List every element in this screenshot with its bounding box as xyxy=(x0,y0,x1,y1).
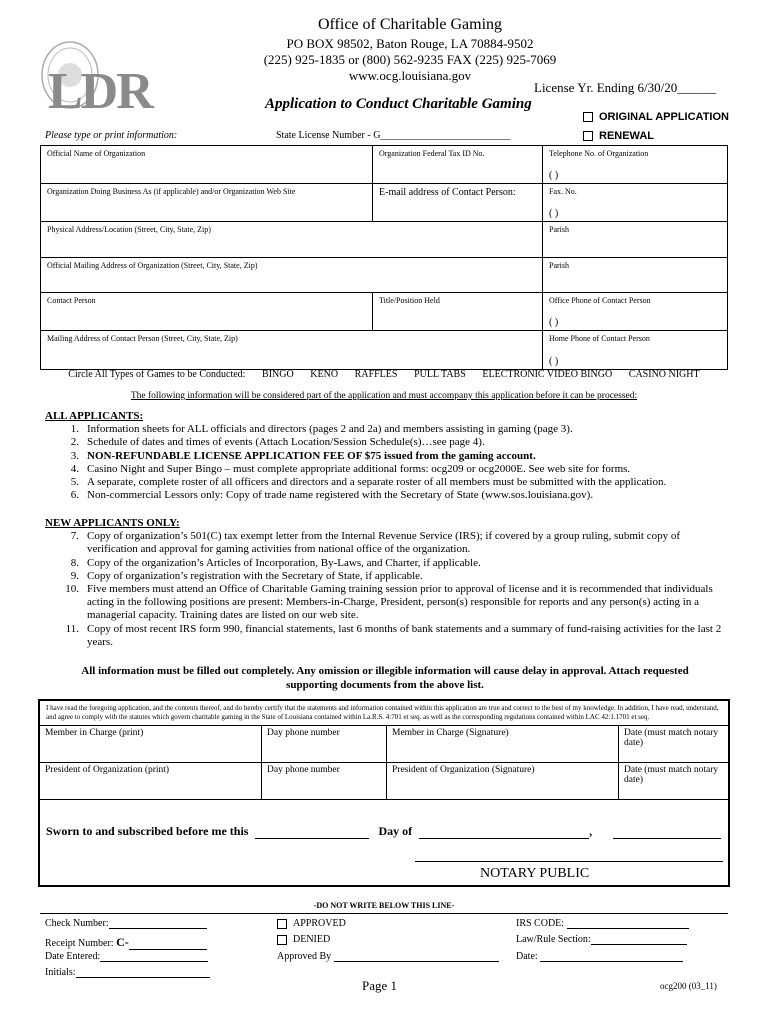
date-field-2[interactable] xyxy=(619,763,728,799)
list-item xyxy=(45,570,725,583)
field-label: Organization Doing Business As (if applicable) and/or Organization Web Site xyxy=(47,187,296,196)
game-keno[interactable]: KENO xyxy=(310,369,339,380)
title-position-field[interactable] xyxy=(373,293,543,330)
new-applicants-section xyxy=(45,517,725,649)
all-info-notice: All information must be filled out completely. Any omission or illegible information will cause delay in approval. Attach requested supporting documents from the above list. xyxy=(81,665,689,691)
item-number: 8. xyxy=(70,556,79,569)
field-label: President of Organization (print) xyxy=(45,765,170,775)
please-type-note: Please type or print information: xyxy=(45,130,178,141)
license-year: License Yr. Ending 6/30/20______ xyxy=(534,80,717,95)
field-label: DENIED xyxy=(293,934,331,945)
mic-print-field[interactable] xyxy=(40,726,262,762)
list-item xyxy=(45,489,725,502)
item-text: A separate, complete roster of all officers and directors and a separate roster of all members must be submitted with the application. xyxy=(87,476,667,489)
field-label: Day phone number xyxy=(267,765,340,775)
field-label: Home Phone of Contact Person xyxy=(549,334,650,343)
office-address: PO BOX 98502, Baton Rouge, LA 70884-9502 xyxy=(286,36,534,51)
irs-code-field[interactable] xyxy=(516,918,689,929)
day-of-blank[interactable] xyxy=(419,838,589,839)
field-label: Telephone No. of Organization xyxy=(549,149,649,158)
item-number: 3. xyxy=(70,449,79,462)
game-electronic-video-bingo[interactable]: ELECTRONIC VIDEO BINGO xyxy=(482,369,613,380)
item-number: 6. xyxy=(70,489,79,502)
field-label: Date Entered: xyxy=(45,951,101,962)
fax-field[interactable] xyxy=(543,184,727,221)
games-label: Circle All Types of Games to be Conducted: xyxy=(68,369,246,380)
field-label: Date: xyxy=(516,951,538,962)
day-phone-field-1[interactable] xyxy=(262,726,387,762)
year-blank[interactable] xyxy=(613,838,721,839)
approved-option[interactable] xyxy=(277,918,346,929)
game-pull-tabs[interactable]: PULL TABS xyxy=(414,369,466,380)
item-text: Schedule of dates and times of events (Attach Location/Session Schedule(s)…see page 4). xyxy=(87,436,485,449)
form-title: Application to Conduct Charitable Gaming xyxy=(265,96,532,112)
all-applicants-section xyxy=(45,410,725,502)
field-label: E-mail address of Contact Person: xyxy=(379,187,516,198)
home-phone-paren: ( ) xyxy=(549,356,559,367)
org-name-field[interactable] xyxy=(41,146,373,183)
item-number: 9. xyxy=(70,569,79,582)
original-checkbox[interactable] xyxy=(583,112,593,122)
state-license-field[interactable]: State License Number - G__________________________ xyxy=(276,130,511,141)
form-id: ocg200 (03_11) xyxy=(660,981,717,991)
field-label: Date (must match notary date) xyxy=(624,728,719,748)
field-label: Organization Federal Tax ID No. xyxy=(379,149,485,158)
field-label: Date (must match notary date) xyxy=(624,765,719,785)
notary-public-label: NOTARY PUBLIC xyxy=(480,866,590,881)
mailing-address-field[interactable] xyxy=(41,258,543,292)
item-number: 5. xyxy=(70,476,79,489)
field-label: Contact Person xyxy=(47,296,96,305)
do-not-write-line: -DO NOT WRITE BELOW THIS LINE- xyxy=(40,901,728,914)
field-label: Check Number: xyxy=(45,918,109,929)
org-phone-field[interactable] xyxy=(543,146,727,183)
page-number: Page 1 xyxy=(362,978,398,993)
field-label: Approved By xyxy=(277,951,332,962)
section-title: NEW APPLICANTS ONLY: xyxy=(45,517,180,529)
game-bingo[interactable]: BINGO xyxy=(262,369,294,380)
list-item xyxy=(45,557,725,570)
field-label: Title/Position Held xyxy=(379,296,440,305)
field-label: Law/Rule Section: xyxy=(516,934,591,945)
organization-info-grid xyxy=(40,145,728,370)
item-text: Copy of organization’s registration with the Secretary of State, if applicable. xyxy=(87,569,423,582)
list-item xyxy=(45,423,725,436)
field-label: Fax. No. xyxy=(549,187,577,196)
denied-option[interactable] xyxy=(277,934,330,945)
field-label: Parish xyxy=(549,261,569,270)
field-label: Receipt Number: xyxy=(45,938,114,949)
following-note: The following information will be considered part of the application and must accompany this application before it can be processed: xyxy=(130,391,638,401)
field-label: Official Name of Organization xyxy=(47,149,146,158)
item-number: 10. xyxy=(65,583,79,596)
certification-text: I have read the foregoing application, and the contents thereof, and do hereby certify that the statements and information contained within this application are true and correct to the best of my knowledge. In addition, I have read, understand, and agree to comply with the statutes which govern charitable gaming in the State of Louisiana contained within La.R.S. 4:701 et seq. as well as the corresponding regulations contained within LAC 42:1.1701 et seq. xyxy=(40,701,728,726)
field-label: Official Mailing Address of Organization (Street, City, State, Zip) xyxy=(47,261,258,270)
office-phone-paren: ( ) xyxy=(549,317,559,328)
field-label: Day phone number xyxy=(267,728,340,738)
game-casino-night[interactable]: CASINO NIGHT xyxy=(628,369,700,380)
item-text: NON-REFUNDABLE LICENSE APPLICATION FEE OF $75 issued from the gaming account. xyxy=(87,449,536,462)
original-application-option[interactable] xyxy=(583,111,729,123)
date-entered-field[interactable] xyxy=(45,951,208,962)
renewal-label: RENEWAL xyxy=(599,130,654,142)
field-label: APPROVED xyxy=(293,918,346,929)
office-website: www.ocg.louisiana.gov xyxy=(348,68,472,83)
receipt-number-field[interactable] xyxy=(45,935,207,950)
field-label: President of Organization (Signature) xyxy=(392,765,535,775)
office-name: Office of Charitable Gaming xyxy=(317,16,503,33)
field-label: Member in Charge (print) xyxy=(45,728,144,738)
list-item xyxy=(45,450,725,463)
field-label: Physical Address/Location (Street, City, State, Zip) xyxy=(47,225,211,234)
check-number-field[interactable] xyxy=(45,918,207,929)
president-signature-field[interactable] xyxy=(387,763,619,799)
field-label: Initials: xyxy=(45,967,76,978)
list-item xyxy=(45,530,725,556)
item-text: Copy of most recent IRS form 990, financial statements, last 6 months of bank statements and a summary of fund-raising activities for the last 2 years. xyxy=(87,622,722,648)
email-field[interactable] xyxy=(373,184,543,221)
sworn-day-blank[interactable] xyxy=(255,838,369,839)
parish-field-2[interactable] xyxy=(543,258,727,292)
certification-box xyxy=(38,699,730,887)
field-label: Member in Charge (Signature) xyxy=(392,728,509,738)
home-phone-field[interactable] xyxy=(543,331,727,369)
mic-signature-field[interactable] xyxy=(387,726,619,762)
list-item xyxy=(45,476,725,489)
president-print-field[interactable] xyxy=(40,763,262,799)
parish-field-1[interactable] xyxy=(543,222,727,257)
office-phone-field[interactable] xyxy=(543,293,727,330)
list-item xyxy=(45,623,725,649)
item-text: Non-commercial Lessors only: Copy of trade name registered with the Secretary of State (www.sos.louisiana.gov). xyxy=(87,489,594,502)
day-phone-field-2[interactable] xyxy=(262,763,387,799)
office-phones: (225) 925-1835 or (800) 562-9235 FAX (225) 925-7069 xyxy=(263,52,557,67)
item-number: 11. xyxy=(65,622,79,635)
sworn-label: Sworn to and subscribed before me this xyxy=(46,824,249,838)
section-title: ALL APPLICANTS: xyxy=(45,410,144,422)
dba-field[interactable] xyxy=(41,184,373,221)
item-text: Copy of the organization’s Articles of Incorporation, By-Laws, and Charter, if applicable. xyxy=(87,556,481,569)
comma: , xyxy=(589,824,593,838)
law-rule-field[interactable] xyxy=(516,934,687,945)
receipt-prefix: C- xyxy=(116,935,129,949)
approved-by-field[interactable] xyxy=(277,951,499,962)
fax-paren: ( ) xyxy=(549,208,559,219)
initials-field[interactable] xyxy=(45,967,210,978)
original-label: ORIGINAL APPLICATION xyxy=(599,111,729,123)
renewal-checkbox[interactable] xyxy=(583,131,593,141)
notary-signature-line[interactable] xyxy=(415,861,723,862)
game-raffles[interactable]: RAFFLES xyxy=(354,369,398,380)
item-text: Casino Night and Super Bingo – must complete appropriate additional forms: ocg209 or ocg2000E. See web site for forms. xyxy=(87,462,631,475)
denied-checkbox[interactable] xyxy=(277,935,287,945)
list-item xyxy=(45,463,725,476)
ldr-logo: LDR xyxy=(48,63,152,120)
item-number: 1. xyxy=(70,423,79,436)
approved-checkbox[interactable] xyxy=(277,919,287,929)
item-text: Five members must attend an Office of Charitable Gaming training session prior to approval of license and it is recommended that individuals acting in the following positions are present: Members-in-Charge, President, person(s) responsible for reports and any person(s) acting in a managerial capacity. Training dates are listed on our web site. xyxy=(87,583,713,622)
item-text: Information sheets for ALL officials and directors (pages 2 and 2a) and members assisting in gaming (page 3). xyxy=(87,423,573,436)
renewal-option[interactable] xyxy=(583,130,654,142)
phone-paren: ( ) xyxy=(549,170,559,181)
sworn-line xyxy=(46,824,721,839)
item-number: 7. xyxy=(70,530,79,543)
contact-person-field[interactable] xyxy=(41,293,373,330)
date-field[interactable] xyxy=(516,951,683,962)
item-number: 4. xyxy=(70,462,79,475)
day-of-label: Day of xyxy=(378,824,413,838)
field-label: Office Phone of Contact Person xyxy=(549,296,651,305)
date-field-1[interactable] xyxy=(619,726,728,762)
field-label: Mailing Address of Contact Person (Street, City, State, Zip) xyxy=(47,334,238,343)
item-number: 2. xyxy=(70,436,79,449)
field-label: IRS CODE: xyxy=(516,918,565,929)
field-label: Parish xyxy=(549,225,569,234)
list-item xyxy=(45,436,725,449)
physical-address-field[interactable] xyxy=(41,222,543,257)
games-row xyxy=(40,369,728,380)
tax-id-field[interactable] xyxy=(373,146,543,183)
list-item xyxy=(45,583,725,623)
item-text: Copy of organization’s 501(C) tax exempt letter from the Internal Revenue Service (IRS); if covered by a group ruling, submit copy of verification and approval for gaming activities from national office of the organization. xyxy=(87,530,681,556)
contact-mailing-field[interactable] xyxy=(41,331,543,369)
